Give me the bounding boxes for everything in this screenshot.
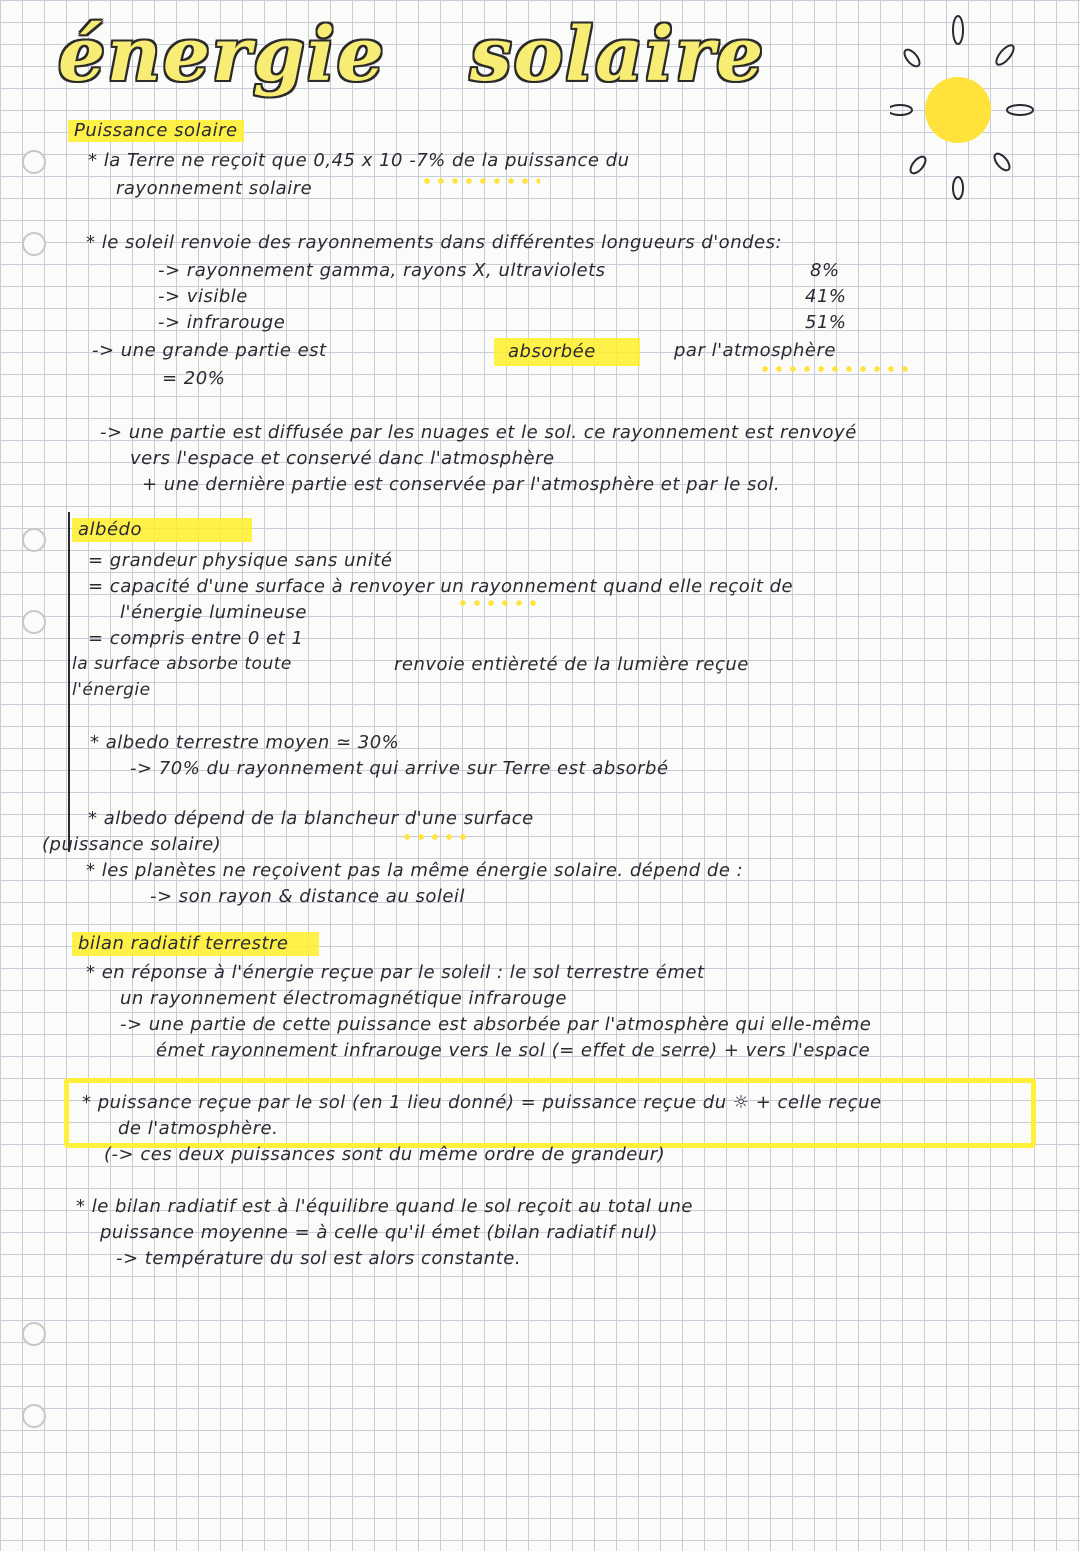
section-heading-albedo: albédo (72, 518, 252, 542)
page-title-word-2: solaire (470, 12, 766, 98)
text-line: par l'atmosphère (674, 340, 836, 361)
text-line: = 20% (162, 368, 226, 389)
text-line: l'énergie (72, 680, 151, 700)
text-line: -> 70% du rayonnement qui arrive sur Terre est absorbé (130, 758, 669, 779)
text-line: + une dernière partie est conservée par l'atmosphère et par le sol. (142, 474, 781, 495)
text-line: émet rayonnement infrarouge vers le sol (= effet de serre) + vers l'espace (156, 1040, 871, 1061)
text-line: -> une grande partie est (92, 340, 327, 361)
text-line: (-> ces deux puissances sont du même ordre de grandeur) (104, 1144, 666, 1165)
binder-ring (22, 610, 46, 634)
text-line: = capacité d'une surface à renvoyer un rayonnement quand elle reçoit de (88, 576, 794, 597)
text-line: * albedo dépend de la blancheur d'une surface (88, 808, 534, 829)
bullet-item: -> visible (158, 286, 248, 307)
text-line: un rayonnement électromagnétique infrarouge (120, 988, 567, 1009)
text-line: * albedo terrestre moyen ≃ 30% (90, 732, 400, 753)
bullet-value: 51% (805, 312, 847, 333)
binder-ring (22, 528, 46, 552)
bullet-value: 8% (810, 260, 840, 281)
text-line: rayonnement solaire (116, 178, 313, 199)
text-line: * le bilan radiatif est à l'équilibre quand le sol reçoit au total une (76, 1196, 694, 1217)
bullet-value: 41% (805, 286, 847, 307)
text-line: = grandeur physique sans unité (88, 550, 393, 571)
text-line: (puissance solaire) (42, 834, 222, 855)
text-line: = compris entre 0 et 1 (88, 628, 304, 649)
text-line: renvoie entièreté de la lumière reçue (394, 654, 749, 675)
highlight-dots (400, 834, 470, 840)
highlight-dots (420, 178, 540, 184)
text-line: -> une partie de cette puissance est absorbée par l'atmosphère qui elle-même (120, 1014, 872, 1035)
highlighted-word: absorbée (494, 338, 640, 366)
text-line: * la Terre ne reçoit que 0,45 x 10 -7% de la puissance du (88, 150, 630, 171)
sun-icon (890, 10, 1040, 200)
bullet-item: -> rayonnement gamma, rayons X, ultraviolets (158, 260, 606, 281)
margin-bracket (68, 512, 70, 852)
binder-ring (22, 232, 46, 256)
text-line: * puissance reçue par le sol (en 1 lieu donné) = puissance reçue du ☼ + celle reçue (82, 1092, 882, 1113)
binder-ring (22, 1322, 46, 1346)
text-line: l'énergie lumineuse (120, 602, 307, 623)
text-line: puissance moyenne = à celle qu'il émet (bilan radiatif nul) (100, 1222, 658, 1243)
text-line: la surface absorbe toute (72, 654, 292, 674)
text-line: -> son rayon & distance au soleil (150, 886, 465, 907)
text-line: * le soleil renvoie des rayonnements dans différentes longueurs d'ondes: (86, 232, 783, 253)
text-line: -> une partie est diffusée par les nuages et le sol. ce rayonnement est renvoyé (100, 422, 857, 443)
highlight-dots (758, 366, 908, 372)
section-heading-puissance-solaire: Puissance solaire (68, 120, 244, 142)
text-line: -> température du sol est alors constante. (116, 1248, 522, 1269)
page-title-word-1: énergie (58, 12, 386, 98)
text-line: de l'atmosphère. (118, 1118, 279, 1139)
highlight-dots (456, 600, 536, 606)
binder-ring (22, 1404, 46, 1428)
section-heading-bilan-radiatif: bilan radiatif terrestre (72, 932, 319, 956)
text-line: * en réponse à l'énergie reçue par le soleil : le sol terrestre émet (86, 962, 705, 983)
bullet-item: -> infrarouge (158, 312, 286, 333)
text-line: * les planètes ne reçoivent pas la même énergie solaire. dépend de : (86, 860, 744, 881)
binder-ring (22, 150, 46, 174)
text-line: vers l'espace et conservé danc l'atmosphère (130, 448, 555, 469)
